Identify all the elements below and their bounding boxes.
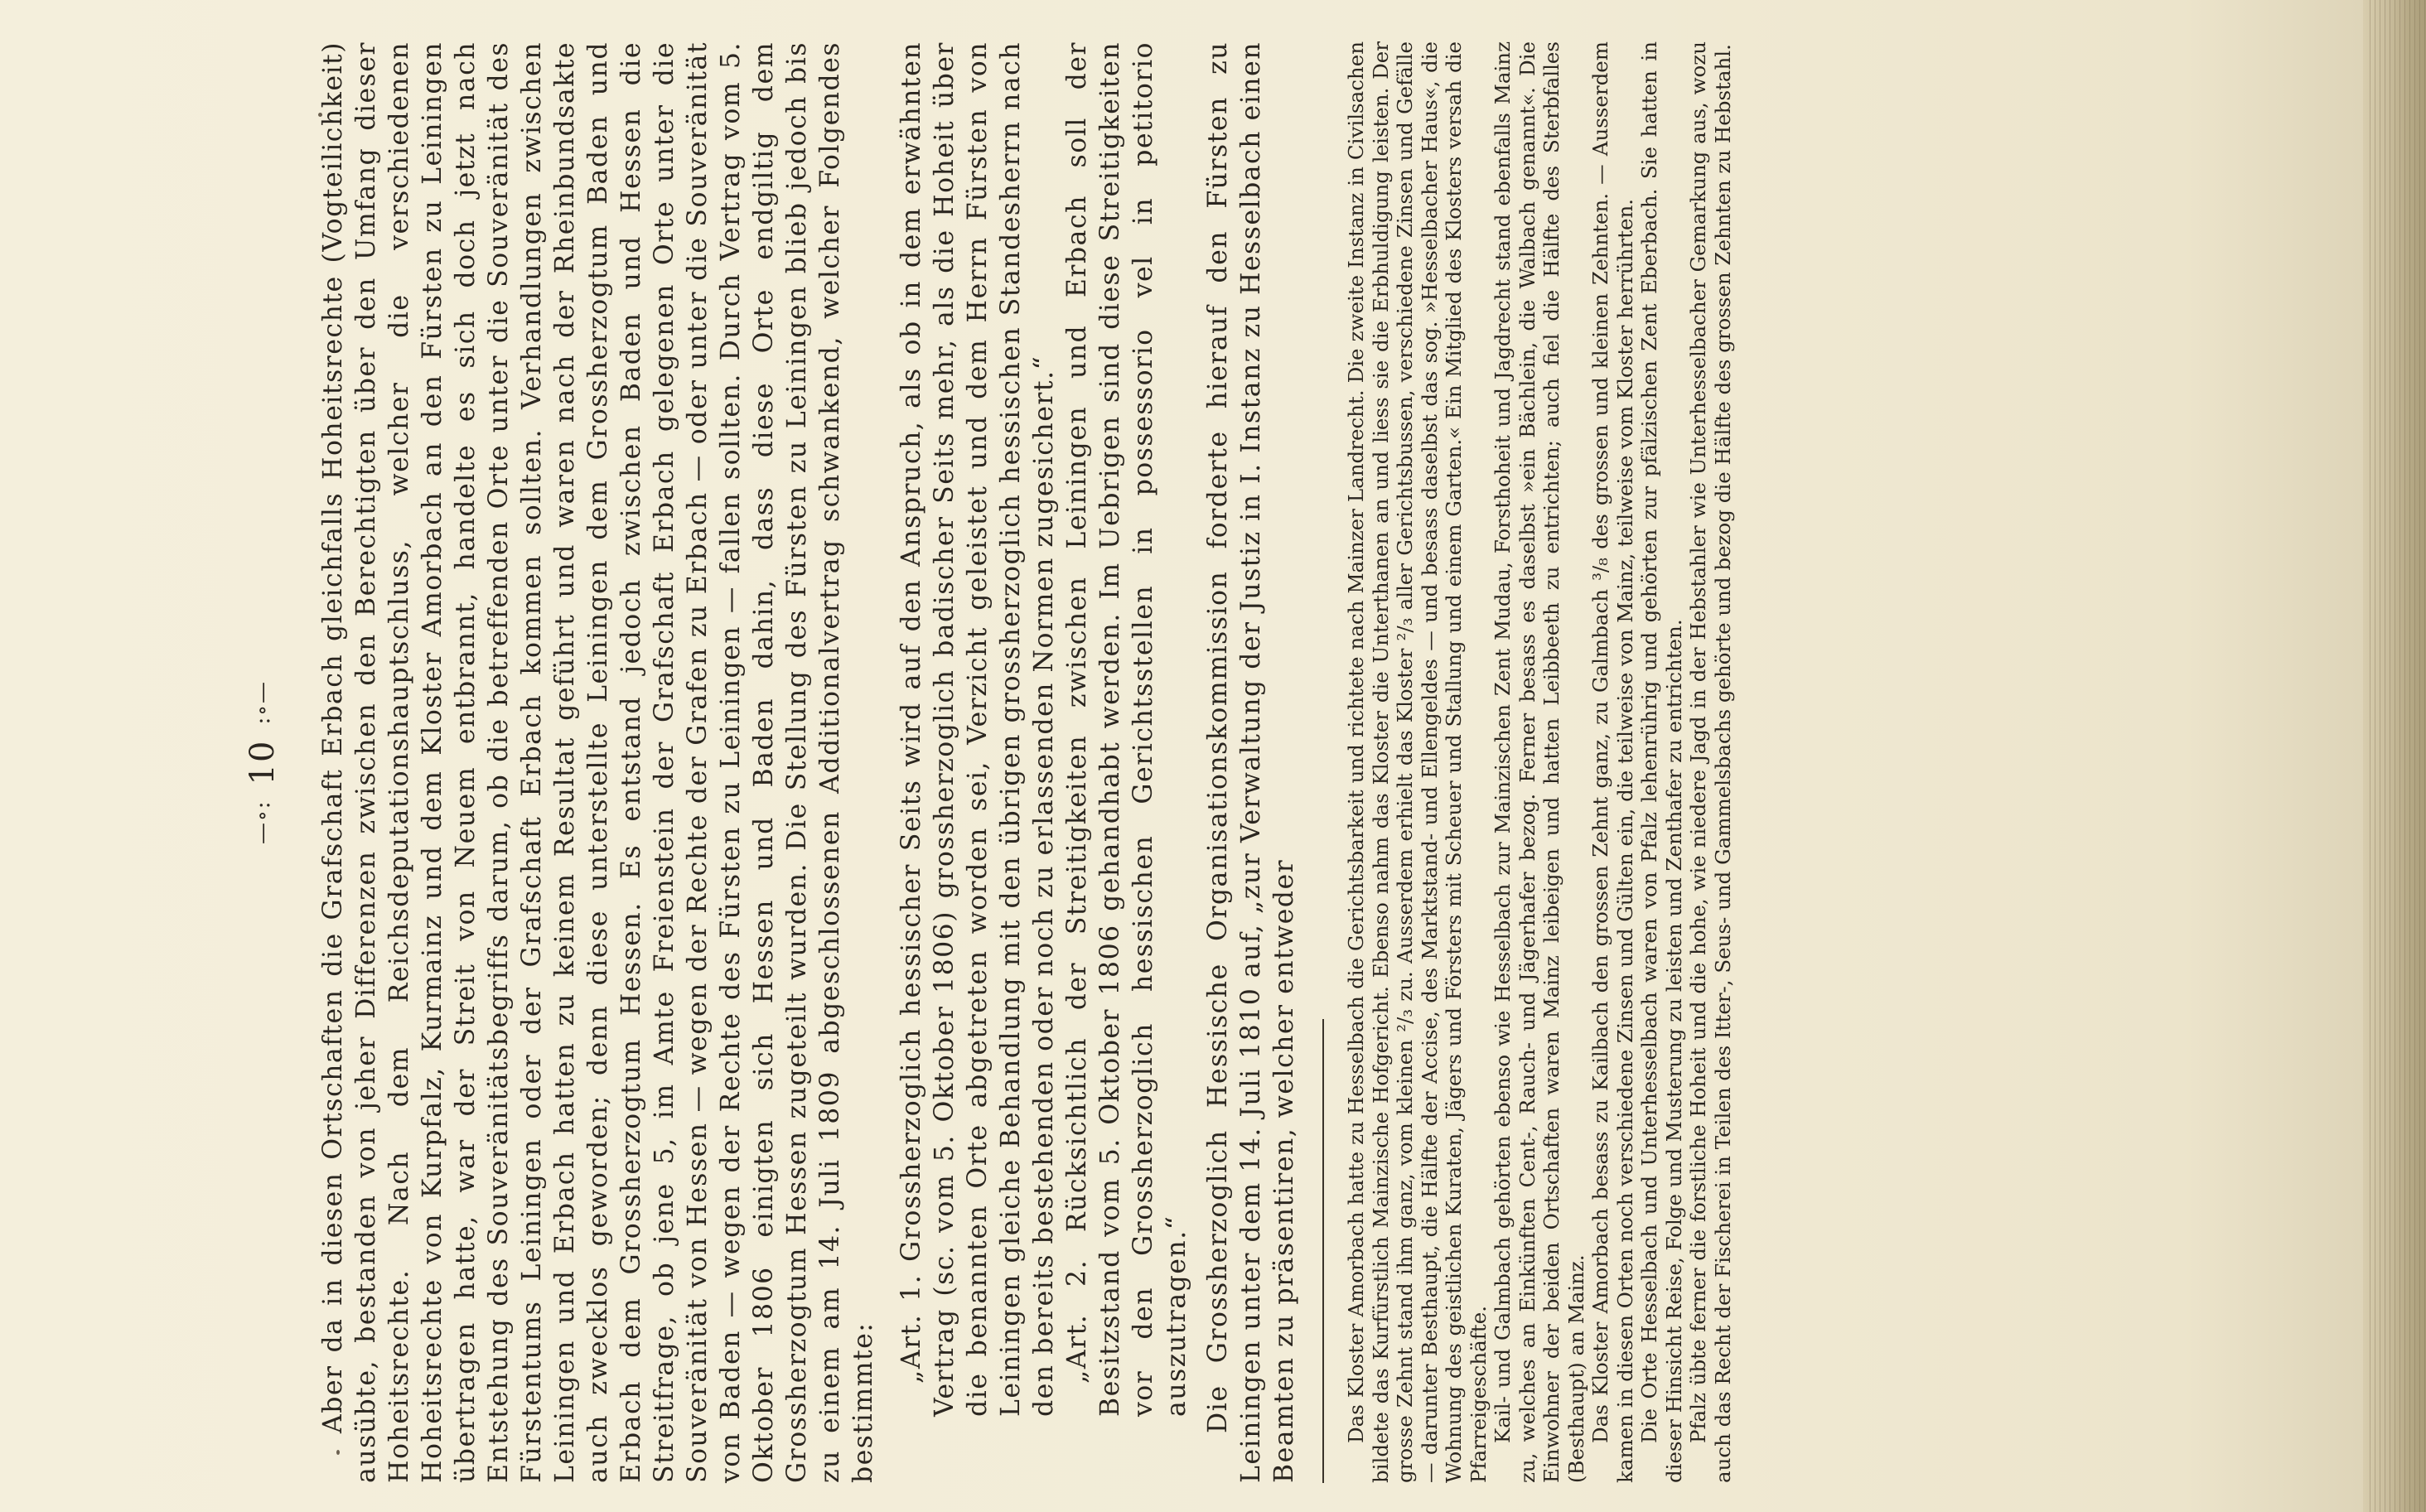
page-number: 10 xyxy=(244,739,282,785)
quoted-treaty-articles xyxy=(895,41,1193,1417)
header-ornament-left: —∘: xyxy=(250,799,275,844)
quote-article-2: „Art. 2. Rücksichtlich der Streitigkeiten zwischen Leiningen und Erbach soll der Besitzstand vom 5. Oktober 1806 gehandhabt werden. Im Uebrigen sind diese Streitigkeiten vor den Grossherzoglich hessischen Gerichtsstellen in possessorio vel in petitorio auszutragen.“ xyxy=(1062,41,1191,1417)
footnote-paragraph: Das Kloster Amorbach hatte zu Hesselbach die Gerichtsbarkeit und richtete nach Mainzer Landrecht. Die zweite Instanz in Civilsachen bildete das Kurfürstlich Mainzische Hofgericht. Ebenso nahm das Kloster die Unterthanen an und liess sie die Erbhuldigung leisten. Der grosse Zehnt stand ihm ganz, vom kleinen ²/₃ zu. Ausserdem erhielt das Kloster ²/₃ aller Gerichtsbussen, verschiedene Zinsen und Gefälle — darunter Besthaupt, die Hälfte der Accise, des Marktstand- und Ellengeldes — und besass daselbst das sog. »Hesselbacher Haus«, die Wohnung des geistlichen Kuraten, Jägers und Försters mit Scheuer und Stallung und einem Garten.« Ein Mitglied des Klosters versah die Pfarreigeschäfte. xyxy=(1344,41,1491,1483)
page-body xyxy=(317,41,1735,1483)
footnote-divider xyxy=(1322,1019,1324,1483)
header-ornament-right: :∘— xyxy=(250,680,275,725)
page-header xyxy=(234,41,292,1483)
page-edge-lines xyxy=(2370,0,2426,1512)
quote-article-1: „Art. 1. Grossherzoglich hessischer Seits wird auf den Anspruch, als ob in dem erwähnten Vertrag (sc. vom 5. Oktober 1806) grossherzoglich badischer Seits mehr, als die Hoheit über die benannten Orte abgetreten worden sei, Verzicht geleistet und dem Herrn Fürsten von Leiningen gleiche Behandlung mit den übrigen grossherzoglich hessischen Standesherrn nach den bereits bestehenden oder noch zu erlassenden Normen zugesichert.“ xyxy=(896,41,1059,1417)
body-paragraph: Aber da in diesen Ortschaften die Grafschaft Erbach gleichfalls Hoheitsrechte (Vogteilichkeit) ausübte, bestanden von jeher Differenzen zwischen den Berechtigten über den Umfang dieser Hoheitsrechte. Nach dem Reichsdeputationshauptschluss, welcher die verschiedenen Hoheitsrechte von Kurpfalz, Kurmainz und dem Kloster Amorbach an den Fürsten zu Leiningen übertragen hatte, war der Streit von Neuem entbrannt, handelte es sich doch jetzt nach Entstehung des Souveränitätsbegriffs darum, ob die betreffenden Orte unter die Souveränität des Fürstentums Leiningen oder der Grafschaft Erbach kommen sollten. Verhandlungen zwischen Leiningen und Erbach hatten zu keinem Resultat geführt und waren nach der Rheinbundsakte auch zwecklos geworden; denn diese unterstellte Leiningen dem Grossherzogtum Baden und Erbach dem Grossherzogtum Hessen. Es entstand jedoch zwischen Baden und Hessen die Streitfrage, ob jene 5, im Amte Freienstein der Grafschaft Erbach gelegenen Orte unter die Souveränität von Hessen — wegen der Rechte der Grafen zu Erbach — oder unter die Souveränität von Baden — wegen der Rechte des Fürsten zu Leiningen — fallen sollten. Durch Vertrag vom 5. Oktober 1806 einigten sich Hessen und Baden dahin, dass diese Orte endgiltig dem Grossherzogtum Hessen zugeteilt wurden. Die Stellung des Fürsten zu Leiningen blieb jedoch bis zu einem am 14. Juli 1809 abgeschlossenen Additionalvertrag schwankend, welcher Folgendes bestimmte: xyxy=(318,41,878,1483)
footnote-paragraph: Das Kloster Amorbach besass zu Kailbach den grossen Zehnt ganz, zu Galmbach ³/₈ des grossen und kleinen Zehnten. — Ausserdem kamen in diesen Orten noch verschiedene Zinsen und Gülten ein, die teilweise von Mainz, teilweise vom Kloster herrührten. xyxy=(1588,41,1637,1483)
closing-paragraph: Die Grossherzoglich Hessische Organisationskommission forderte hierauf den Fürsten zu Leiningen unter dem 14. Juli 1810 auf, „zur Verwaltung der Justiz in I. Instanz zu Hesselbach einen Beamten zu präsentiren, welcher entweder xyxy=(1203,41,1299,1483)
footnote-paragraph: Kail- und Galmbach gehörten ebenso wie Hesselbach zur Mainzischen Zent Mudau, Forsthoheit und Jagdrecht stand ebenfalls Mainz zu, welches an Einkünften Cent-, Rauch- und Jägerhafer bezog. Ferner besass es daselbst »ein Bächlein, die Walbach genannt«. Die Einwohner der beiden Ortschaften waren Mainz leibeigen und hatten Leibbeeth zu entrichten; auch fiel die Hälfte des Sterbfalles (Besthaupt) an Mainz. xyxy=(1491,41,1588,1483)
footnote-paragraph: Die Orte Hesselbach und Unterhesselbach waren von Pfalz lehenrührig und gehörten zur pfälzischen Zent Eberbach. Sie hatten in dieser Hinsicht Reise, Folge und Musterung zu leisten und Zenthafer zu entrichten. xyxy=(1637,41,1686,1483)
footnote-paragraph: Pfalz übte ferner die forstliche Hoheit und die hohe, wie niedere Jagd in der Hebstahler wie Unterhesselbacher Gemarkung aus, wozu auch das Recht der Fischerei in Teilen des Itter-, Seus- und Gammelsbachs gehörte und bezog die Hälfte des grossen Zehnten zu Hebstahl. xyxy=(1686,41,1735,1483)
footnotes xyxy=(1344,41,1735,1483)
book-page xyxy=(234,41,2371,1483)
